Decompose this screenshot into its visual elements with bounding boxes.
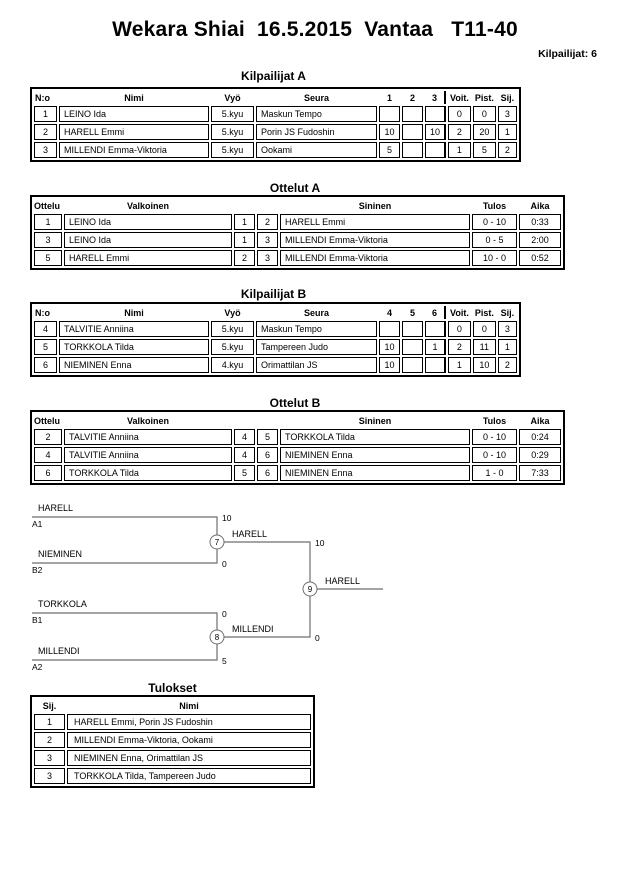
table-cell: 10 xyxy=(379,339,400,355)
section-title-matches-b: Ottelut B xyxy=(269,396,321,410)
table-cell: Maskun Tempo xyxy=(256,106,377,122)
header-row xyxy=(34,414,561,427)
table-cell: 6 xyxy=(34,357,57,373)
table-cell: 1 xyxy=(448,142,471,158)
table-cell: TORKKOLA Tilda xyxy=(59,339,209,355)
table-row xyxy=(34,321,517,337)
bracket-entry-seed: A2 xyxy=(32,662,43,672)
matches-b-table xyxy=(30,410,565,485)
column-header: Sij. xyxy=(500,92,515,103)
table-cell: 3 xyxy=(257,232,278,248)
table-cell: 1 xyxy=(34,214,62,230)
bracket-entry-seed: B2 xyxy=(32,565,43,575)
table-cell: 1 xyxy=(448,357,471,373)
table-cell: 3 xyxy=(498,321,517,337)
table-cell: LEINO Ida xyxy=(64,232,232,248)
table-cell: 1 xyxy=(498,124,517,140)
header-row xyxy=(34,91,517,104)
table-cell: TORKKOLA Tilda, Tampereen Judo xyxy=(67,768,311,784)
section-title-pool-b: Kilpailijat B xyxy=(240,287,307,301)
table-cell: 0:29 xyxy=(519,447,561,463)
table-cell: 4 xyxy=(34,321,57,337)
header-row xyxy=(34,699,311,712)
table-row xyxy=(34,142,517,158)
column-header: Aika xyxy=(530,200,550,211)
column-header: Pist. xyxy=(474,307,494,318)
table-cell: MILLENDI Emma-Viktoria xyxy=(59,142,209,158)
column-header: Voit. xyxy=(450,92,469,103)
bracket-score: 0 xyxy=(222,609,227,619)
column-header: Seura xyxy=(303,307,329,318)
table-cell: 5.kyu xyxy=(211,339,254,355)
table-cell: 2 xyxy=(34,732,65,748)
table-row xyxy=(34,232,561,248)
table-cell: 2 xyxy=(257,214,278,230)
table-cell: 3 xyxy=(257,250,278,266)
match-number: 8 xyxy=(214,633,220,642)
table-cell: TALVITIE Anniina xyxy=(64,447,232,463)
results-table xyxy=(30,695,315,788)
table-cell: 7:33 xyxy=(519,465,561,481)
column-header: 5 xyxy=(409,307,415,318)
table-cell: 4 xyxy=(34,447,62,463)
table-row xyxy=(34,714,311,730)
bracket-entry-name: TORKKOLA xyxy=(38,599,87,609)
table-cell: 2 xyxy=(498,357,517,373)
column-header: Vyö xyxy=(224,92,241,103)
table-row xyxy=(34,768,311,784)
table-cell: 0:24 xyxy=(519,429,561,445)
column-header: Pist. xyxy=(474,92,494,103)
table-cell: 0 xyxy=(448,106,471,122)
table-cell: 0 - 5 xyxy=(472,232,517,248)
column-header: Nimi xyxy=(124,92,144,103)
column-header: N:o xyxy=(35,92,50,103)
table-cell: 2:00 xyxy=(519,232,561,248)
table-cell: 0 xyxy=(473,321,496,337)
column-header xyxy=(234,199,255,212)
table-cell: MILLENDI Emma-Viktoria xyxy=(280,232,470,248)
bracket-score: 10 xyxy=(315,538,325,548)
table-cell xyxy=(425,321,446,337)
table-cell: HARELL Emmi xyxy=(64,250,232,266)
table-cell: 2 xyxy=(234,250,255,266)
table-cell: NIEMINEN Enna xyxy=(280,465,470,481)
bracket-entry-name: HARELL xyxy=(38,503,74,513)
column-header: Sininen xyxy=(358,415,392,426)
table-row xyxy=(34,357,517,373)
table-cell: 3 xyxy=(34,768,65,784)
table-cell: 5 xyxy=(34,250,62,266)
table-cell: Tampereen Judo xyxy=(256,339,377,355)
column-header: 3 xyxy=(425,91,446,104)
match-number: 7 xyxy=(214,538,220,547)
column-header: Nimi xyxy=(124,307,144,318)
table-cell: Porin JS Fudoshin xyxy=(256,124,377,140)
header-row xyxy=(34,199,561,212)
table-cell: 2 xyxy=(34,429,62,445)
section-title-results: Tulokset xyxy=(148,681,197,695)
bracket-score: 10 xyxy=(222,513,232,523)
table-cell xyxy=(402,339,423,355)
table-cell: HARELL Emmi, Porin JS Fudoshin xyxy=(67,714,311,730)
table-cell xyxy=(425,357,446,373)
column-header: 6 xyxy=(425,306,446,319)
bracket-entry-seed: A1 xyxy=(32,519,43,529)
column-header xyxy=(257,414,278,427)
bracket-winner-name: MILLENDI xyxy=(232,624,274,634)
table-cell: 6 xyxy=(257,465,278,481)
table-cell: 10 xyxy=(473,357,496,373)
table-cell: 1 xyxy=(34,106,57,122)
table-row xyxy=(34,429,561,445)
bracket-winner-name: HARELL xyxy=(232,529,268,539)
table-cell: 3 xyxy=(34,232,62,248)
bracket-winner-name: HARELL xyxy=(325,576,361,586)
table-cell: 0 - 10 xyxy=(472,214,517,230)
column-header xyxy=(234,414,255,427)
table-cell: 0 - 10 xyxy=(472,429,517,445)
table-cell: MILLENDI Emma-Viktoria, Ookami xyxy=(67,732,311,748)
column-header: Sij. xyxy=(500,307,515,318)
bracket-entry-name: NIEMINEN xyxy=(38,549,83,559)
column-header: 2 xyxy=(409,92,415,103)
column-header: Sij. xyxy=(42,700,57,711)
table-cell: 0 xyxy=(473,106,496,122)
competitors-count-label: Kilpailijat: 6 xyxy=(538,48,597,60)
table-cell: 11 xyxy=(473,339,496,355)
column-header: Voit. xyxy=(450,307,469,318)
header-row xyxy=(34,306,517,319)
table-cell: 5.kyu xyxy=(211,124,254,140)
table-cell: 10 xyxy=(379,124,400,140)
table-cell: 20 xyxy=(473,124,496,140)
table-cell xyxy=(402,321,423,337)
bracket-score: 0 xyxy=(315,633,320,643)
bracket-line xyxy=(224,542,310,582)
bracket-entry-seed: B1 xyxy=(32,615,43,625)
bracket-entry-name: MILLENDI xyxy=(38,646,80,656)
table-cell: 6 xyxy=(34,465,62,481)
table-cell: 1 xyxy=(498,339,517,355)
pool-a-table xyxy=(30,87,521,162)
table-row xyxy=(34,750,311,766)
matches-a-table xyxy=(30,195,565,270)
table-row xyxy=(34,106,517,122)
table-cell: 1 xyxy=(234,214,255,230)
table-cell xyxy=(402,142,423,158)
table-cell: 3 xyxy=(34,750,65,766)
column-header: 1 xyxy=(386,92,392,103)
page-title: Wekara Shiai 16.5.2015 Vantaa T11-40 xyxy=(112,18,518,41)
table-cell: Ookami xyxy=(256,142,377,158)
table-cell: 0 - 10 xyxy=(472,447,517,463)
column-header: N:o xyxy=(35,307,50,318)
table-cell xyxy=(402,357,423,373)
table-row xyxy=(34,339,517,355)
table-cell: 2 xyxy=(448,339,471,355)
pool-b-table xyxy=(30,302,521,377)
column-header: Sininen xyxy=(358,200,392,211)
table-row xyxy=(34,732,311,748)
table-cell: 10 xyxy=(379,357,400,373)
table-cell: 2 xyxy=(498,142,517,158)
column-header: Aika xyxy=(530,415,550,426)
table-cell: 5 xyxy=(234,465,255,481)
table-row xyxy=(34,447,561,463)
table-cell: 4 xyxy=(234,447,255,463)
table-cell: NIEMINEN Enna xyxy=(280,447,470,463)
table-row xyxy=(34,214,561,230)
table-cell: 5.kyu xyxy=(211,321,254,337)
table-cell: 2 xyxy=(448,124,471,140)
table-cell: 3 xyxy=(498,106,517,122)
table-row xyxy=(34,250,561,266)
column-header: Valkoinen xyxy=(126,200,170,211)
table-cell: HARELL Emmi xyxy=(59,124,209,140)
match-number: 9 xyxy=(307,585,313,594)
table-cell: LEINO Ida xyxy=(64,214,232,230)
column-header: Valkoinen xyxy=(126,415,170,426)
column-header: 4 xyxy=(386,307,392,318)
table-cell: 5 xyxy=(379,142,400,158)
table-cell: MILLENDI Emma-Viktoria xyxy=(280,250,470,266)
table-cell xyxy=(402,124,423,140)
column-header: Tulos xyxy=(482,200,507,211)
table-cell: 2 xyxy=(34,124,57,140)
table-cell: 10 xyxy=(425,124,446,140)
section-title-matches-a: Ottelut A xyxy=(269,181,321,195)
table-cell xyxy=(425,106,446,122)
table-cell: 5.kyu xyxy=(211,142,254,158)
table-cell: NIEMINEN Enna xyxy=(59,357,209,373)
table-cell: 0:33 xyxy=(519,214,561,230)
bracket-score: 0 xyxy=(222,559,227,569)
table-cell: 0:52 xyxy=(519,250,561,266)
table-cell: TALVITIE Anniina xyxy=(64,429,232,445)
column-header xyxy=(257,199,278,212)
table-cell xyxy=(402,106,423,122)
table-cell: 1 - 0 xyxy=(472,465,517,481)
table-cell: 5 xyxy=(473,142,496,158)
bracket-line xyxy=(32,613,217,630)
column-header: Nimi xyxy=(179,700,199,711)
table-cell: 6 xyxy=(257,447,278,463)
table-cell xyxy=(425,142,446,158)
bracket-score: 5 xyxy=(222,656,227,666)
table-cell: 0 xyxy=(448,321,471,337)
bracket-line xyxy=(32,517,217,535)
table-cell xyxy=(379,321,400,337)
table-cell: 5 xyxy=(34,339,57,355)
table-cell: LEINO Ida xyxy=(59,106,209,122)
column-header: Ottelu xyxy=(34,200,60,211)
section-title-pool-a: Kilpailijat A xyxy=(241,69,306,83)
table-cell: 10 - 0 xyxy=(472,250,517,266)
table-cell: NIEMINEN Enna, Orimattilan JS xyxy=(67,750,311,766)
table-cell: 3 xyxy=(34,142,57,158)
table-cell: HARELL Emmi xyxy=(280,214,470,230)
table-cell: TORKKOLA Tilda xyxy=(64,465,232,481)
table-cell xyxy=(379,106,400,122)
column-header: Vyö xyxy=(224,307,241,318)
table-cell: TORKKOLA Tilda xyxy=(280,429,470,445)
table-cell: 5.kyu xyxy=(211,106,254,122)
table-cell: 1 xyxy=(425,339,446,355)
table-cell: 4.kyu xyxy=(211,357,254,373)
column-header: Tulos xyxy=(482,415,507,426)
table-cell: 5 xyxy=(257,429,278,445)
table-cell: 1 xyxy=(34,714,65,730)
table-row xyxy=(34,124,517,140)
table-cell: TALVITIE Anniina xyxy=(59,321,209,337)
column-header: Ottelu xyxy=(34,415,60,426)
table-cell: 4 xyxy=(234,429,255,445)
table-cell: Maskun Tempo xyxy=(256,321,377,337)
table-row xyxy=(34,465,561,481)
medal-bracket xyxy=(25,500,425,685)
column-header: Seura xyxy=(303,92,329,103)
table-cell: 1 xyxy=(234,232,255,248)
table-cell: Orimattilan JS xyxy=(256,357,377,373)
